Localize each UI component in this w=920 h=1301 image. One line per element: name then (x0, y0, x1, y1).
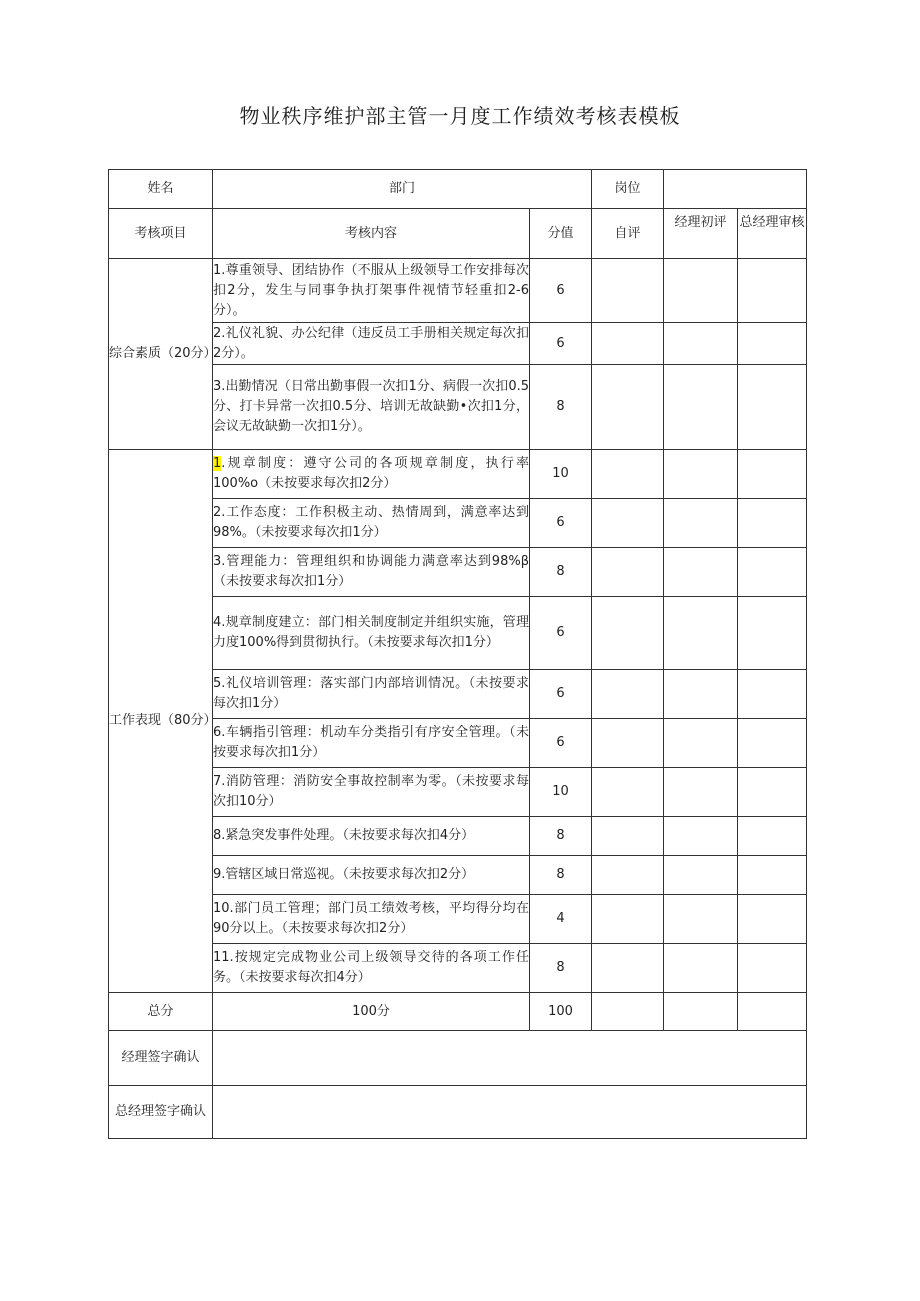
self-score-cell[interactable] (592, 856, 664, 895)
score-value: 10 (530, 450, 592, 499)
table-row (109, 670, 807, 719)
gm-signature-field[interactable] (213, 1086, 807, 1139)
manager-score-cell[interactable] (664, 944, 738, 993)
info-row (109, 170, 807, 209)
manager-score-cell[interactable] (664, 895, 738, 944)
gm-total-cell[interactable] (738, 993, 807, 1031)
score-value: 8 (530, 944, 592, 993)
assessment-content: 1.尊重领导、团结协作（不服从上级领导工作安排每次扣2分，发生与同事争执打架事件视情节轻重扣2-6分）。 (213, 259, 530, 323)
manager-score-cell[interactable] (664, 719, 738, 768)
table-row (109, 597, 807, 670)
post-value-cell[interactable] (664, 170, 807, 209)
self-score-cell[interactable] (592, 548, 664, 597)
assessment-content: 8.紧急突发事件处理。（未按要求每次扣4分） (213, 817, 530, 856)
table-row (109, 719, 807, 768)
score-value: 8 (530, 365, 592, 450)
gm-score-cell[interactable] (738, 719, 807, 768)
self-total-cell[interactable] (592, 993, 664, 1031)
gm-signature-row (109, 1086, 807, 1139)
manager-total-cell[interactable] (664, 993, 738, 1031)
score-value: 6 (530, 719, 592, 768)
manager-score-cell[interactable] (664, 323, 738, 365)
dept-label: 部门 (213, 170, 592, 209)
gm-score-cell[interactable] (738, 817, 807, 856)
assessment-content: 3.出勤情况（日常出勤事假一次扣1分、病假一次扣0.5分、打卡异常一次扣0.5分、培训无故缺勤•次扣1分，会议无故缺勤一次扣1分）。 (213, 365, 530, 450)
col-self-header: 自评 (592, 209, 664, 259)
manager-signature-label: 经理签字确认 (109, 1031, 213, 1086)
assessment-text: .规章制度：遵守公司的各项规章制度，执行率100%o（未按要求每次扣2分） (213, 456, 529, 491)
col-gm-header: 总经理审核 (738, 209, 807, 259)
manager-signature-field[interactable] (213, 1031, 807, 1086)
assessment-content: 3.管理能力：管理组织和协调能力满意率达到98%β（未按要求每次扣1分） (213, 548, 530, 597)
assessment-content: 5.礼仪培训管理：落实部门内部培训情况。（未按要求每次扣1分） (213, 670, 530, 719)
name-label: 姓名 (109, 170, 213, 209)
manager-score-cell[interactable] (664, 597, 738, 670)
score-value: 8 (530, 856, 592, 895)
category-performance: 工作表现（80分） (109, 450, 213, 993)
column-header-row (109, 209, 807, 259)
post-label: 岗位 (592, 170, 664, 209)
assessment-content: 7.消防管理：消防安全事故控制率为零。（未按要求每次扣10分） (213, 768, 530, 817)
score-value: 10 (530, 768, 592, 817)
table-row (109, 548, 807, 597)
manager-score-cell[interactable] (664, 817, 738, 856)
total-score: 100 (530, 993, 592, 1031)
self-score-cell[interactable] (592, 259, 664, 323)
self-score-cell[interactable] (592, 817, 664, 856)
manager-score-cell[interactable] (664, 856, 738, 895)
assessment-content: 4.规章制度建立：部门相关制度制定并组织实施，管理力度100%得到贯彻执行。（未按要求每次扣1分） (213, 597, 530, 670)
category-quality: 综合素质（20分） (109, 259, 213, 450)
table-row (109, 365, 807, 450)
manager-score-cell[interactable] (664, 670, 738, 719)
score-value: 6 (530, 597, 592, 670)
score-value: 6 (530, 323, 592, 365)
col-manager-header: 经理初评 (664, 209, 738, 259)
assessment-content: 2.礼仪礼貌、办公纪律（违反员工手册相关规定每次扣2分）。 (213, 323, 530, 365)
gm-score-cell[interactable] (738, 768, 807, 817)
page-title: 物业秩序维护部主管一月度工作绩效考核表模板 (239, 104, 681, 128)
table-row (109, 895, 807, 944)
gm-score-cell[interactable] (738, 944, 807, 993)
manager-score-cell[interactable] (664, 365, 738, 450)
manager-score-cell[interactable] (664, 499, 738, 548)
self-score-cell[interactable] (592, 499, 664, 548)
gm-score-cell[interactable] (738, 895, 807, 944)
col-content-header: 考核内容 (213, 209, 530, 259)
gm-score-cell[interactable] (738, 670, 807, 719)
self-score-cell[interactable] (592, 719, 664, 768)
self-score-cell[interactable] (592, 365, 664, 450)
score-value: 6 (530, 499, 592, 548)
gm-score-cell[interactable] (738, 548, 807, 597)
manager-score-cell[interactable] (664, 259, 738, 323)
total-content: 100分 (213, 993, 530, 1031)
self-score-cell[interactable] (592, 323, 664, 365)
assessment-content: 2.工作态度：工作积极主动、热情周到，满意率达到98%。（未按要求每次扣1分） (213, 499, 530, 548)
self-score-cell[interactable] (592, 895, 664, 944)
self-score-cell[interactable] (592, 450, 664, 499)
gm-score-cell[interactable] (738, 597, 807, 670)
gm-signature-label: 总经理签字确认 (109, 1086, 213, 1139)
assessment-content: 9.管辖区域日常巡视。（未按要求每次扣2分） (213, 856, 530, 895)
table-row (109, 856, 807, 895)
assessment-content: 11.按规定完成物业公司上级领导交待的各项工作任务。（未按要求每次扣4分） (213, 944, 530, 993)
manager-score-cell[interactable] (664, 548, 738, 597)
score-value: 8 (530, 817, 592, 856)
gm-score-cell[interactable] (738, 365, 807, 450)
assessment-table (108, 169, 807, 1139)
gm-score-cell[interactable] (738, 323, 807, 365)
total-row (109, 993, 807, 1031)
gm-score-cell[interactable] (738, 856, 807, 895)
table-row (109, 944, 807, 993)
assessment-content: 10.部门员工管理；部门员工绩效考核，平均得分均在90分以上。（未按要求每次扣2分） (213, 895, 530, 944)
assessment-content: 6.车辆指引管理：机动车分类指引有序安全管理。（未按要求每次扣1分） (213, 719, 530, 768)
score-value: 4 (530, 895, 592, 944)
col-score-header: 分值 (530, 209, 592, 259)
score-value: 6 (530, 259, 592, 323)
highlighted-number: 1 (213, 456, 222, 471)
total-label: 总分 (109, 993, 213, 1031)
table-row (109, 817, 807, 856)
self-score-cell[interactable] (592, 768, 664, 817)
table-row (109, 323, 807, 365)
gm-score-cell[interactable] (738, 450, 807, 499)
gm-score-cell[interactable] (738, 259, 807, 323)
table-row (109, 259, 807, 323)
score-value: 6 (530, 670, 592, 719)
assessment-content (213, 450, 530, 499)
manager-score-cell[interactable] (664, 450, 738, 499)
table-row (109, 499, 807, 548)
table-row (109, 768, 807, 817)
gm-score-cell[interactable] (738, 499, 807, 548)
score-value: 8 (530, 548, 592, 597)
self-score-cell[interactable] (592, 597, 664, 670)
col-item-header: 考核项目 (109, 209, 213, 259)
manager-score-cell[interactable] (664, 768, 738, 817)
self-score-cell[interactable] (592, 944, 664, 993)
self-score-cell[interactable] (592, 670, 664, 719)
table-row (109, 450, 807, 499)
manager-signature-row (109, 1031, 807, 1086)
